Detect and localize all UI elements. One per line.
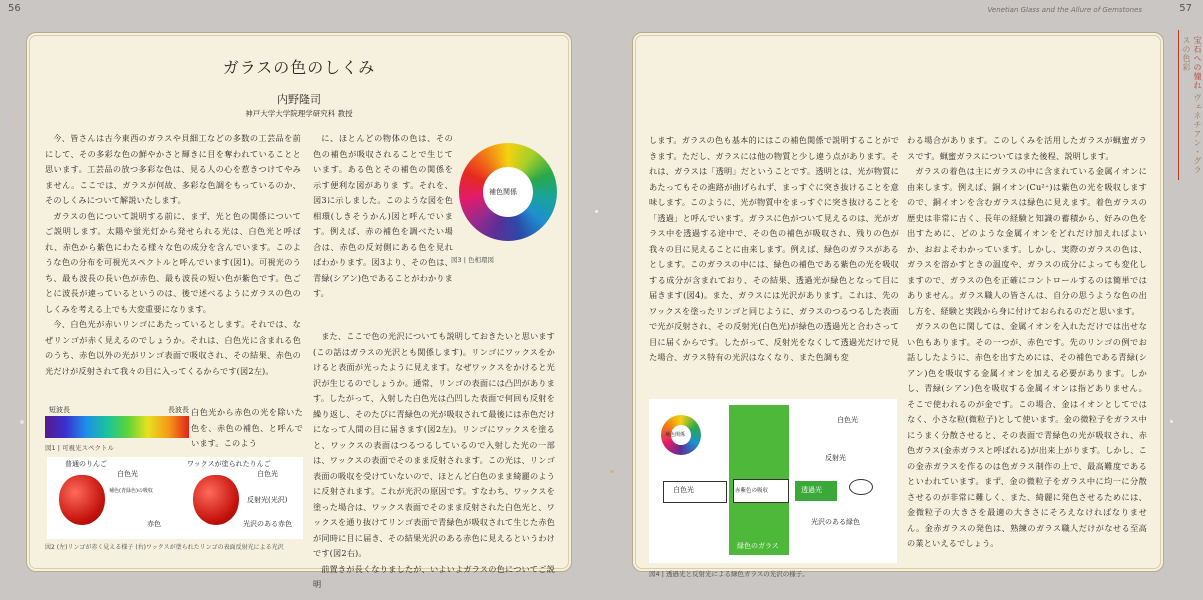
transmitted-label: 透過光 <box>801 486 822 494</box>
side-tab-label: ヴェネチアン・グラスの色彩 <box>1182 36 1202 175</box>
article-title: ガラスの色のしくみ <box>222 58 376 77</box>
glass-label: 緑色のガラス <box>737 542 779 550</box>
figure-4-caption: 図4 | 透過光と反射光による緑色ガラスの光沢の様子。 <box>649 570 809 578</box>
white-light-label-right: 白色光 <box>257 470 278 478</box>
figure-1-caption: 図1 | 可視光スペクトル <box>45 444 114 452</box>
right-column-1 <box>649 133 899 366</box>
glossy-green-label: 光沢のある緑色 <box>811 518 860 526</box>
paragraph: に、ほとんどの物体の色は、その色の補色が吸収されることで生じています。ある色とその補色の関係を示す便利な図がありま す。それを、図3に示しました。このような図を色相環(しきそうかん)図と呼んでいます。例えば、赤の補色を調べたい場合は、赤色の反対側にある色を見ればわかります。図3より、その色は、青緑(シアン)色であることがわかります。 <box>313 133 453 298</box>
paragraph: 今、皆さんは古今東西のガラスや貝細工などの多数の工芸品を前にして、その多彩な色の鮮やかさと輝きに目を奪われていることと思います。工芸品の放つ多彩な色は、見る人の心を惹きつけてやみません。ここでは、ガラスが何故、多彩な色調をもっているのか、そのしくみについて解説いたします。 <box>45 133 301 205</box>
wheel-label: 補色関係 <box>665 432 686 438</box>
article-author: 内野隆司 <box>277 93 321 106</box>
running-head: Venetian Glass and the Allure of Gemstones <box>987 6 1142 14</box>
absorbed-complement-label: 補色(青緑色)の吸収 <box>109 488 153 494</box>
figure-4-glass-diagram <box>649 399 897 563</box>
spectrum-bar <box>45 416 189 438</box>
white-light-top-label: 白色光 <box>837 416 858 424</box>
left-column-2-main <box>313 329 555 593</box>
reflected-label: 反射光 <box>825 454 846 462</box>
waxed-apple-image <box>193 475 239 525</box>
normal-apple-title: 普通のりんご <box>65 460 107 468</box>
paragraph: ガラスの着色は主にガラスの中に含まれている金属イオンに由来します。例えば、銅イオン(Cu²⁺)は紫色の光を吸収しますので、銅イオンを含むガラスは緑色に見えます。着色ガラスの歴史は非常に古く、長年の経験と知識の蓄積から、好みの色を出すために、どのような金属イオンをどれだけ加えればよいか、おおよそわかっています。しかし、実際のガラスの色は、ガラスを溶かすときの温度や、ガラスの成分によっても変化しますので、ガラスの色を正確にコントロールするのは簡単ではありません。ガラス職人の皆さんは、自分の思うような色の出し方を、経験と実践から身に付けておられるのだと思います。 <box>907 166 1147 316</box>
side-tab-rule <box>1178 30 1179 180</box>
white-light-left-label: 白色光 <box>673 486 694 494</box>
glossy-red-label: 光沢のある赤色 <box>243 520 292 528</box>
normal-apple-image <box>59 475 105 525</box>
paragraph: ガラスの色について説明する前に、まず、光と色の関係についてご説明します。太陽や蛍光灯から発せられる光は、白色光と呼ばれ、赤色から紫色にわたる様々な色の成分を含んでいます。このような色の分布を可視光スペクトルと呼んでいます(図1)。可視光のうち、最も波長の長い色が赤色、最も波長の短い色が紫色です。色ごとに波長が違っているというのは、後で述べるようにガラスの色のしくみを考える上でも大変重要になります。 <box>45 210 301 314</box>
right-page-panel <box>632 32 1164 578</box>
paragraph: また、ここで色の光沢についても説明しておきたいと思います(この話はガラスの光沢とも関係します)。リンゴにワックスをかけると表面が光ったように見えます。なぜワックスをかけると光沢が生じるのでしょうか。通常、リンゴの表面には凸凹があります。したがって、入射した白色光は凸凹した表面で何回も反射を繰り返し、そのたびに青緑色の光が吸収されて最後には赤色だけになって人間の目に届きます(図2左)。リンゴにワックスを塗ると、ワックスの表面はつるつるしているので入射した光の一部は、ワックスの表面でそのまま反射されます。この光は、リンゴ表面の吸収を受けていないので、ほとんど白色のまま綺麗のように反射されます。これが光沢の原因です。すなわち、ワックスを塗った場合は、ワックス表面でそのまま反射された白色光と、ワックスを通り抜けてリンゴ表面で青緑色が吸収されて生じた赤色が同時に目に届き、その結果光沢のある赤色に見えるというわけです(図2右)。 <box>313 331 555 558</box>
left-column-2-top <box>313 131 453 302</box>
left-column-1-wrap: 白色光から赤色の光を除いた色を、赤色の補色、と呼んでいます。このよう <box>191 407 303 448</box>
absorb-label: 赤紫色の吸収 <box>735 488 769 494</box>
white-light-label: 白色光 <box>117 470 138 478</box>
paragraph: わる場合があります。このしくみを活用したガラスが蝋蜜ガラスです。蝋蜜ガラスについてはまた後程、説明します。 <box>907 135 1147 161</box>
waxed-apple-title: ワックスが塗られたりんご <box>187 460 271 468</box>
figure-3-caption: 図3 | 色相環図 <box>451 256 494 264</box>
figure-2-caption: 図2 (左)リンゴが赤く見える様子 (右)ワックスが塗られたリンゴの表面反射光による光沢 <box>45 544 284 551</box>
right-column-2 <box>907 133 1147 552</box>
figure-3-color-wheel <box>459 143 557 241</box>
long-wavelength-label: 長波長 <box>168 406 189 414</box>
complement-relation-label: 補色関係 <box>489 188 517 196</box>
left-column-1 <box>45 131 301 379</box>
section-side-tab <box>1170 30 1200 180</box>
paragraph: します。ガラスの色も基本的にはこの補色関係で説明することができます。ただし、ガラスには他の物質と少し違う点があります。それは、ガラスは「透明」だということです。透明とは、光が物質にあたってもその進路が曲げられず、まっすぐに突き抜けることを意味します。このように、光が物質中をまっすぐに突き抜けることを「透過」と呼んでいます。ガラスに色がついて見えるのは、光がガラス中を透過する途中で、その色の補色が吸収され、残りの色が我々の目に見えることに由来します。例えば、緑色のガラスがあるとします。このガラスの中には、緑色の補色である紫色の光を吸収する成分が含まれており、その結果、透過光が緑色となって目に届きます(図4)。また、ガラスには光沢があります。これは、先のワックスを塗ったリンゴと同じように、ガラスのつるつるした表面で光が反射され、その反射光(白色光)が緑色の透過光と合わさって目に届くからです。したがって、反射光をなくして透過光だけで見た場合、ガラス特有の光沢はなくなり、また色調も変 <box>649 135 899 362</box>
paragraph: ガラスの色に関しては、金属イオンを入れただけでは出せない色もあります。その一つが、赤色です。先のリンゴの例でお話ししたように、赤色を出すためには、その補色である青緑(シアン)色を吸収する金属イオンを加える必要があります。しかし、青緑(シアン)色を吸収する金属イオンは指どありません。そこで使われるのが金です。この場合、金はイオンとしてではなく、小さな粒(微粒子)として使います。金の微粒子をガラス中にうまく分散させると、その表面で青緑色の光が吸収され、赤色ガラス(金赤ガラスと呼ばれる)が出来上がります。しかし、この金赤ガラスを作るのは色ガラス制作の上で、最高難度であるといわれています。まず、金の微粒子をガラス中に均一に分散させるのが非常に難しく、また、綺麗に発色させるためには、金微粒子の大きさを最適の大きさにそろえなければなりません。金赤ガラスの発色は、熟練のガラス職人だけがなせる至高の業といえるでしょう。 <box>907 321 1147 548</box>
reflected-gloss-label: 反射光(光沢) <box>247 496 288 504</box>
author-affiliation: 神戸大学大学院理学研究科 教授 <box>245 109 353 118</box>
left-page-panel <box>26 32 572 589</box>
short-wavelength-label: 短波長 <box>49 406 70 414</box>
side-tab-label-red: 宝石への憧れ <box>1193 36 1202 90</box>
paragraph: 今、白色光が赤いリンゴにあたっているとします。それでは、なぜリンゴが赤く見えるのでしょうか。それは、白色光に含まれる色のうち、赤色以外の光がリンゴ表面で吸収され、その結果、赤色の光だけが反射されて我々の目に入ってくるからです(図2左)。 <box>45 319 301 376</box>
page-number-left: 56 <box>8 3 21 14</box>
figure-2-apples <box>47 457 303 539</box>
page-number-right: 57 <box>1179 3 1192 14</box>
paragraph: 前置きが長くなりましたが、いよいよガラスの色についてご説明 <box>313 563 555 589</box>
red-label: 赤色 <box>147 520 161 528</box>
eye-icon <box>849 479 873 495</box>
